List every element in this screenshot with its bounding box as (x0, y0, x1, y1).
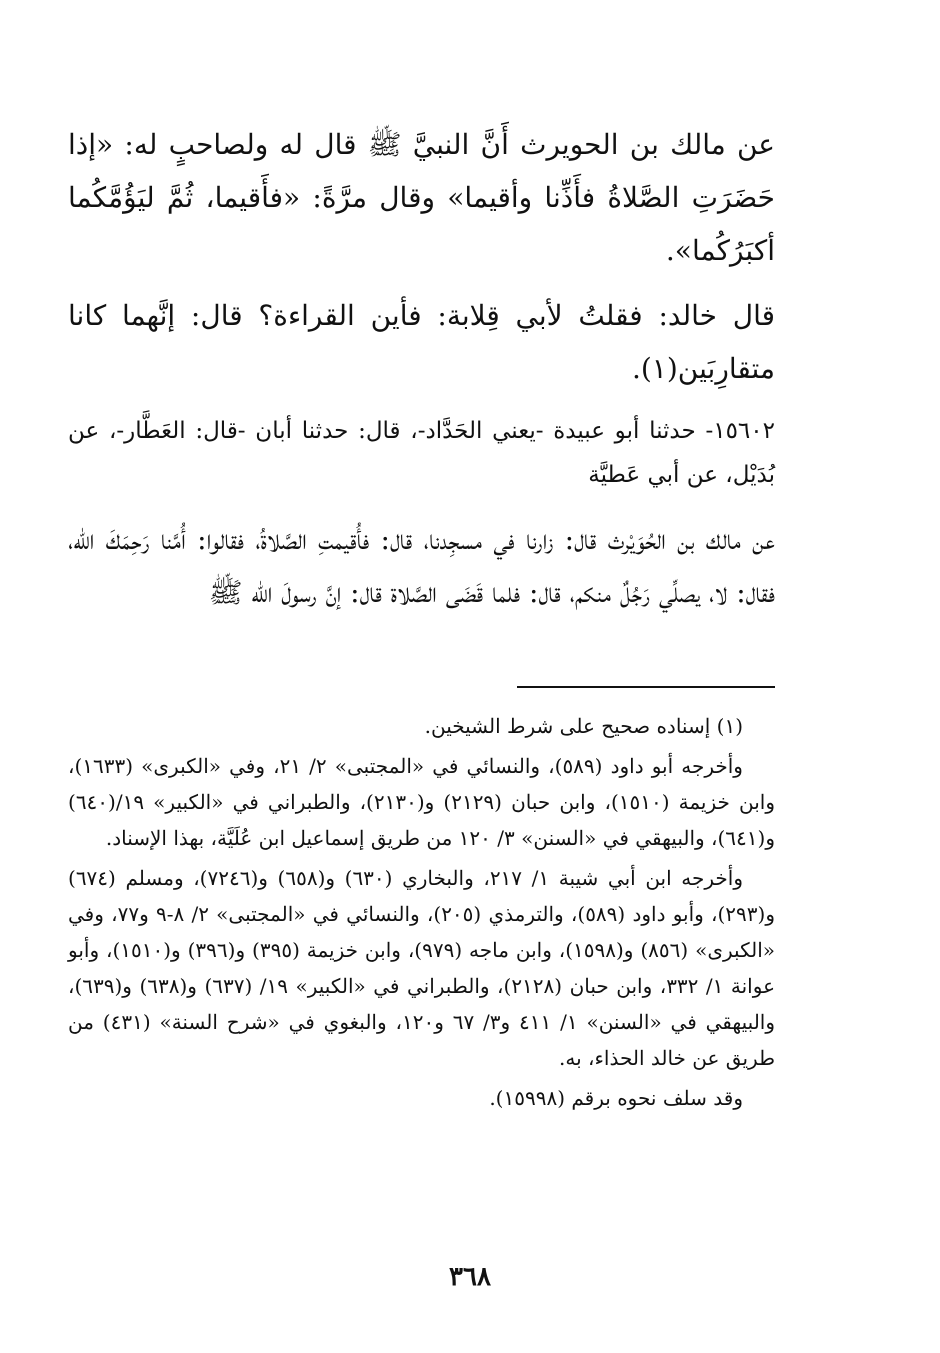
main-text (68, 118, 775, 619)
hadith-text-paragraph: عن مالك بن الحويرث أَنَّ النبيَّ ﷺ قال له ولصاحبٍ له: «إذا حَضَرَتِ الصَّلاةُ فأَذِّنا وأقيما» وقال مرَّةً: «فأَقيما، ثُمَّ ليَؤُمَّكُما أكبَرُكُما». (68, 128, 775, 267)
footnotes (68, 708, 775, 1116)
footnote-separator (517, 686, 775, 688)
footnote-item: وأخرجه ابن أبي شيبة ١/ ٢١٧، والبخاري (٦٣٠) و(٦٥٨) و(٧٢٤٦)، ومسلم (٦٧٤) و(٢٩٣)، وأبو داود (٥٨٩)، والترمذي (٢٠٥)، والنسائي في «المجتبى» ٢/ ٨-٩ و٧٧، وفي «الكبرى» (٨٥٦) و(١٥٩٨)، وابن ماجه (٩٧٩)، وابن خزيمة (٣٩٥) و(٣٩٦) و(١٥١٠)، وأبو عوانة ١/ ٣٣٢، وابن حبان (٢١٢٨)، والطبراني في «الكبير» ١٩/ (٦٣٧) و(٦٣٨) و(٦٣٩)، والبيهقي في «السنن» ١/ ٤١١ و٣/ ٦٧ و١٢٠، والبغوي في «شرح السنة» (٤٣١) من طريق عن خالد الحذاء، به. (68, 866, 776, 1070)
footnote-item: وأخرجه أبو داود (٥٨٩)، والنسائي في «المجتبى» ٢/ ٢١، وفي «الكبرى» (١٦٣٣)، وابن خزيمة (١٥١٠)، وابن حبان (٢١٢٩) و(٢١٣٠)، والطبراني في «الكبير» ١٩/(٦٤٠) و(٦٤١)، والبيهقي في «السنن» ٣/ ١٢٠ من طريق إسماعيل ابن عُلَيَّة، بهذا الإسناد. (68, 754, 775, 850)
footnote-item: وقد سلف نحوه برقم (١٥٩٩٨). (489, 1086, 743, 1110)
hadith-chain-header: ١٥٦٠٢- حدثنا أبو عبيدة -يعني الحَدَّاد-، قال: حدثنا أبان -قال: العَطَّار-، عن بُدَيْل، عن أبي عَطيَّة (68, 418, 775, 488)
page-number: ٣٦٨ (449, 1262, 491, 1292)
footnote-item: (١) إسناده صحيح على شرط الشيخين. (424, 714, 743, 738)
hadith-text-paragraph: عن مالك بن الحُوَيْرث قال: زارنا في مسجِدنا، قال: فأُقيمتِ الصَّلاةُ، فقالوا: أُمَّنا رَحِمَكَ الله، فقال: لا، يصلِّي رَجُلٌ منكم، قال: فلما قَضَى الصَّلاة قال: إنَّ رسولَ الله ﷺ (68, 523, 775, 609)
hadith-text-paragraph: قال خالد: فقلتُ لأبي قِلابة: فأين القراءة؟ قال: إنَّهما كانا متقارِبَين(١). (68, 299, 775, 385)
